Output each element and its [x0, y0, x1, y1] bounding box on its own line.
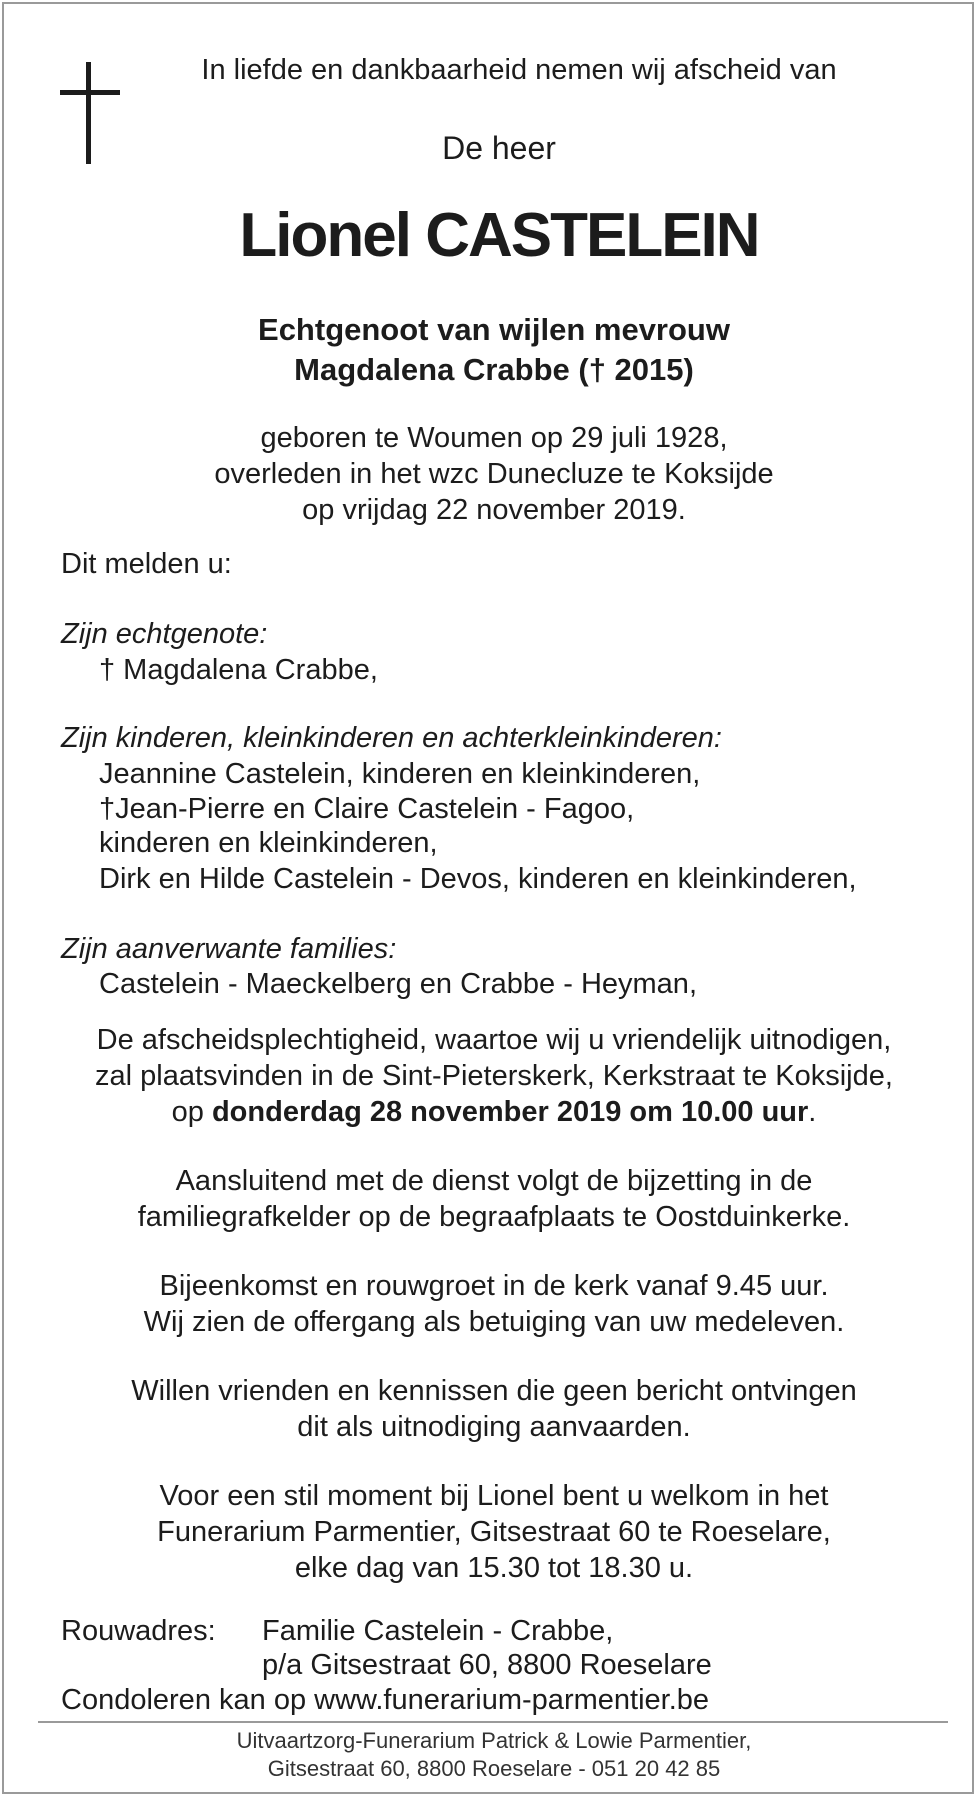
ceremony-info — [4, 1022, 980, 1130]
gather-line-2: Wij zien de offergang als betuiging van uw medeleven. — [143, 1306, 845, 1338]
ceremony-date: donderdag 28 november 2019 om 10.00 uur — [211, 1096, 809, 1128]
gather-line-1: Bijeenkomst en rouwgroet in de kerk vanaf 9.45 uur. — [159, 1270, 829, 1302]
wife-name: † Magdalena Crabbe, — [99, 654, 378, 686]
friends-line-1: Willen vrienden en kennissen die geen bericht ontvingen — [131, 1375, 857, 1407]
child-line-4: Dirk en Hilde Castelein - Devos, kinderen en kleinkinderen, — [99, 863, 857, 895]
child-line-3: kinderen en kleinkinderen, — [99, 827, 438, 859]
obituary-card — [2, 2, 974, 1794]
families-text: Castelein - Maeckelberg en Crabbe - Heyman, — [99, 968, 697, 1000]
announce-text: Dit melden u: — [61, 548, 232, 580]
footer-divider — [38, 1721, 948, 1723]
footer-line-2: Gitsestraat 60, 8800 Roeselare - 051 20 42 85 — [267, 1756, 721, 1781]
wife-heading: Zijn echtgenote: — [61, 618, 268, 650]
title-prefix: De heer — [442, 130, 556, 166]
child-line-1: Jeannine Castelein, kinderen en kleinkinderen, — [99, 758, 701, 790]
address-line-1: Familie Castelein - Crabbe, — [262, 1615, 614, 1647]
families-heading: Zijn aanverwante families: — [61, 933, 397, 965]
born-line-1: geboren te Woumen op 29 juli 1928, — [260, 422, 728, 454]
condolences-text: Condoleren kan op www.funerarium-parmentier.be — [61, 1684, 710, 1716]
friends-info — [4, 1373, 980, 1445]
ceremony-line-1: De afscheidsplechtigheid, waartoe wij u vriendelijk uitnodigen, — [96, 1024, 892, 1056]
birth-death-info — [4, 420, 980, 528]
child-line-2: †Jean-Pierre en Claire Castelein - Fagoo, — [99, 793, 635, 825]
born-line-3: op vrijdag 22 november 2019. — [302, 494, 686, 526]
visit-info — [4, 1478, 980, 1586]
address-line-2: p/a Gitsestraat 60, 8800 Roeselare — [262, 1649, 712, 1681]
deceased-name: Lionel CASTELEIN — [239, 201, 759, 270]
intro-text: In liefde en dankbaarheid nemen wij afscheid van — [201, 54, 837, 86]
children-heading: Zijn kinderen, kleinkinderen en achterkleinkinderen: — [61, 722, 722, 754]
ceremony-line-3: op donderdag 28 november 2019 om 10.00 uur. — [171, 1096, 817, 1128]
spouse-info — [4, 310, 980, 390]
gathering-info — [4, 1268, 980, 1340]
visit-line-3: elke dag van 15.30 tot 18.30 u. — [294, 1552, 694, 1584]
spouse-line-2: Magdalena Crabbe († 2015) — [294, 352, 694, 387]
friends-line-2: dit als uitnodiging aanvaarden. — [297, 1411, 691, 1443]
visit-line-2: Funerarium Parmentier, Gitsestraat 60 te Roeselare, — [157, 1516, 831, 1548]
spouse-line-1: Echtgenoot van wijlen mevrouw — [258, 312, 730, 347]
burial-line-2: familiegrafkelder op de begraafplaats te Oostduinkerke. — [137, 1201, 851, 1233]
address-label: Rouwadres: — [61, 1615, 216, 1647]
footer — [4, 1727, 980, 1783]
born-line-2: overleden in het wzc Dunecluze te Koksijde — [214, 458, 774, 490]
footer-line-1: Uitvaartzorg-Funerarium Patrick & Lowie Parmentier, — [236, 1728, 752, 1753]
burial-line-1: Aansluitend met de dienst volgt de bijzetting in de — [175, 1165, 813, 1197]
burial-info — [4, 1163, 980, 1235]
ceremony-line-2: zal plaatsvinden in de Sint-Pieterskerk, Kerkstraat te Koksijde, — [95, 1060, 893, 1092]
visit-line-1: Voor een stil moment bij Lionel bent u welkom in het — [159, 1480, 829, 1512]
